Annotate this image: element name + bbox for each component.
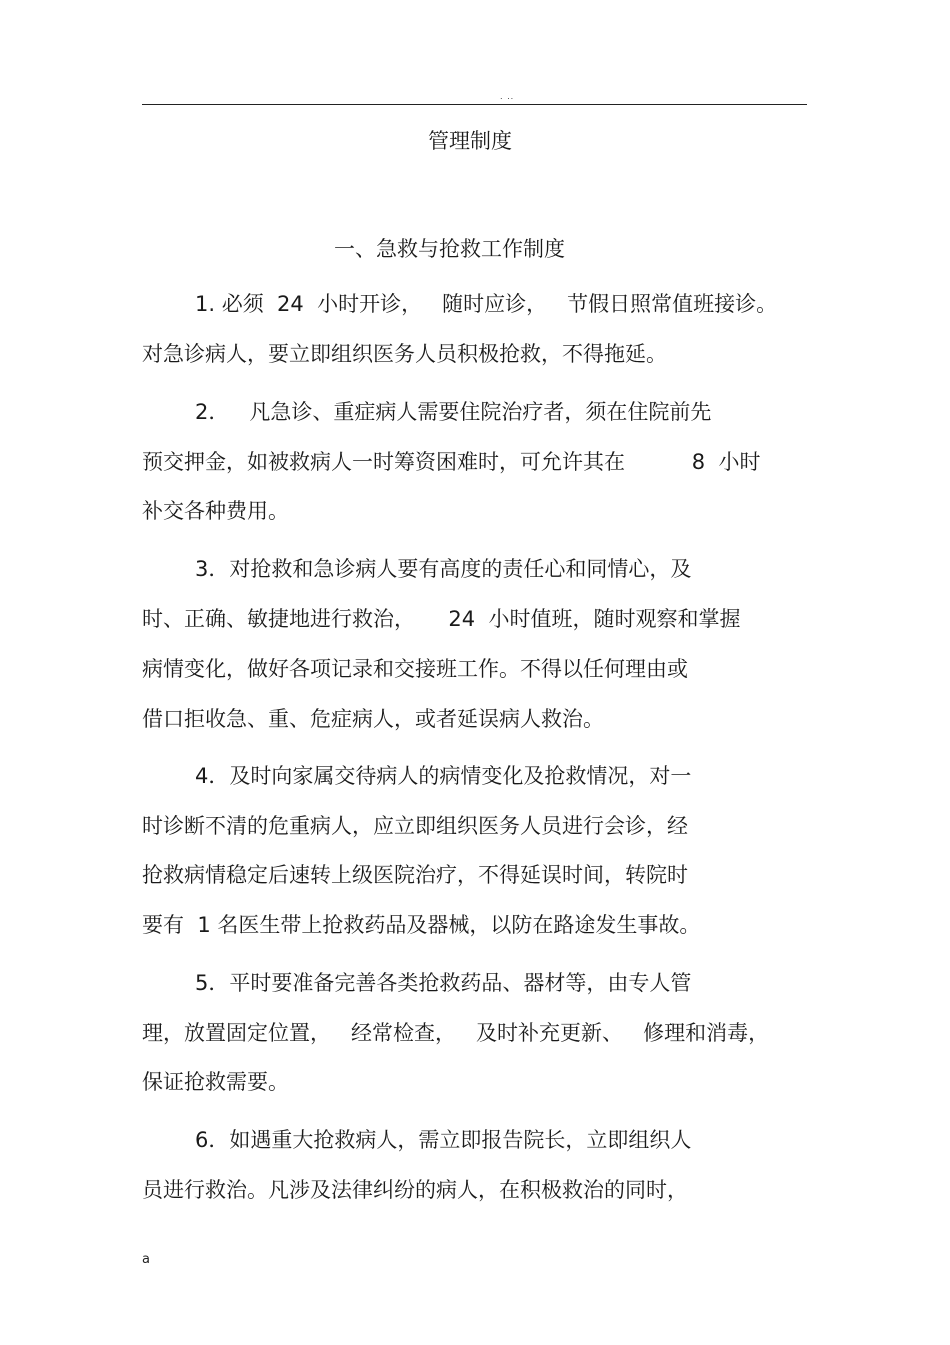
paragraph-3-line-4: 借口拒收急、重、危症病人，或者延误病人救治。 bbox=[142, 707, 604, 731]
paragraph-2-line-2: 预交押金，如被救病人一时筹资困难时，可允许其在 8 小时 bbox=[142, 450, 761, 474]
paragraph-4-line-1: 4．及时向家属交待病人的病情变化及抢救情况，对一 bbox=[195, 764, 692, 788]
paragraph-5-line-1: 5．平时要准备完善各类抢救药品、器材等，由专人管 bbox=[195, 971, 692, 995]
document-title: 管理制度 bbox=[428, 129, 512, 153]
paragraph-6-line-1: 6．如遇重大抢救病人，需立即报告院长，立即组织人 bbox=[195, 1128, 692, 1152]
paragraph-4-line-2: 时诊断不清的危重病人，应立即组织医务人员进行会诊，经 bbox=[142, 814, 688, 838]
paragraph-4-line-3: 抢救病情稳定后速转上级医院治疗，不得延误时间，转院时 bbox=[142, 863, 688, 887]
paragraph-3-line-2: 时、正确、敏捷地进行救治， 24 小时值班，随时观察和掌握 bbox=[142, 607, 741, 631]
paragraph-3-line-1: 3．对抢救和急诊病人要有高度的责任心和同情心，及 bbox=[195, 557, 692, 581]
header-mark: . .. bbox=[500, 92, 515, 101]
paragraph-5-line-3: 保证抢救需要。 bbox=[142, 1070, 289, 1094]
footer-mark: a bbox=[142, 1252, 150, 1267]
section-title: 一、急救与抢救工作制度 bbox=[334, 237, 565, 261]
paragraph-5-line-2: 理，放置固定位置， 经常检查， 及时补充更新、 修理和消毒， bbox=[142, 1021, 770, 1045]
paragraph-1-line-2: 对急诊病人，要立即组织医务人员积极抢救，不得拖延。 bbox=[142, 342, 667, 366]
paragraph-2-line-3: 补交各种费用。 bbox=[142, 499, 289, 523]
paragraph-2-line-1: 2． 凡急诊、重症病人需要住院治疗者，须在住院前先 bbox=[195, 400, 712, 424]
paragraph-6-line-2: 员进行救治。凡涉及法律纠纷的病人，在积极救治的同时， bbox=[142, 1178, 688, 1202]
header-rule bbox=[142, 104, 807, 105]
paragraph-3-line-3: 病情变化，做好各项记录和交接班工作。不得以任何理由或 bbox=[142, 657, 688, 681]
paragraph-4-line-4: 要有 1 名医生带上抢救药品及器械，以防在路途发生事故。 bbox=[142, 913, 701, 937]
paragraph-1-line-1: 1. 必须 24 小时开诊， 随时应诊， 节假日照常值班接诊。 bbox=[195, 292, 778, 316]
